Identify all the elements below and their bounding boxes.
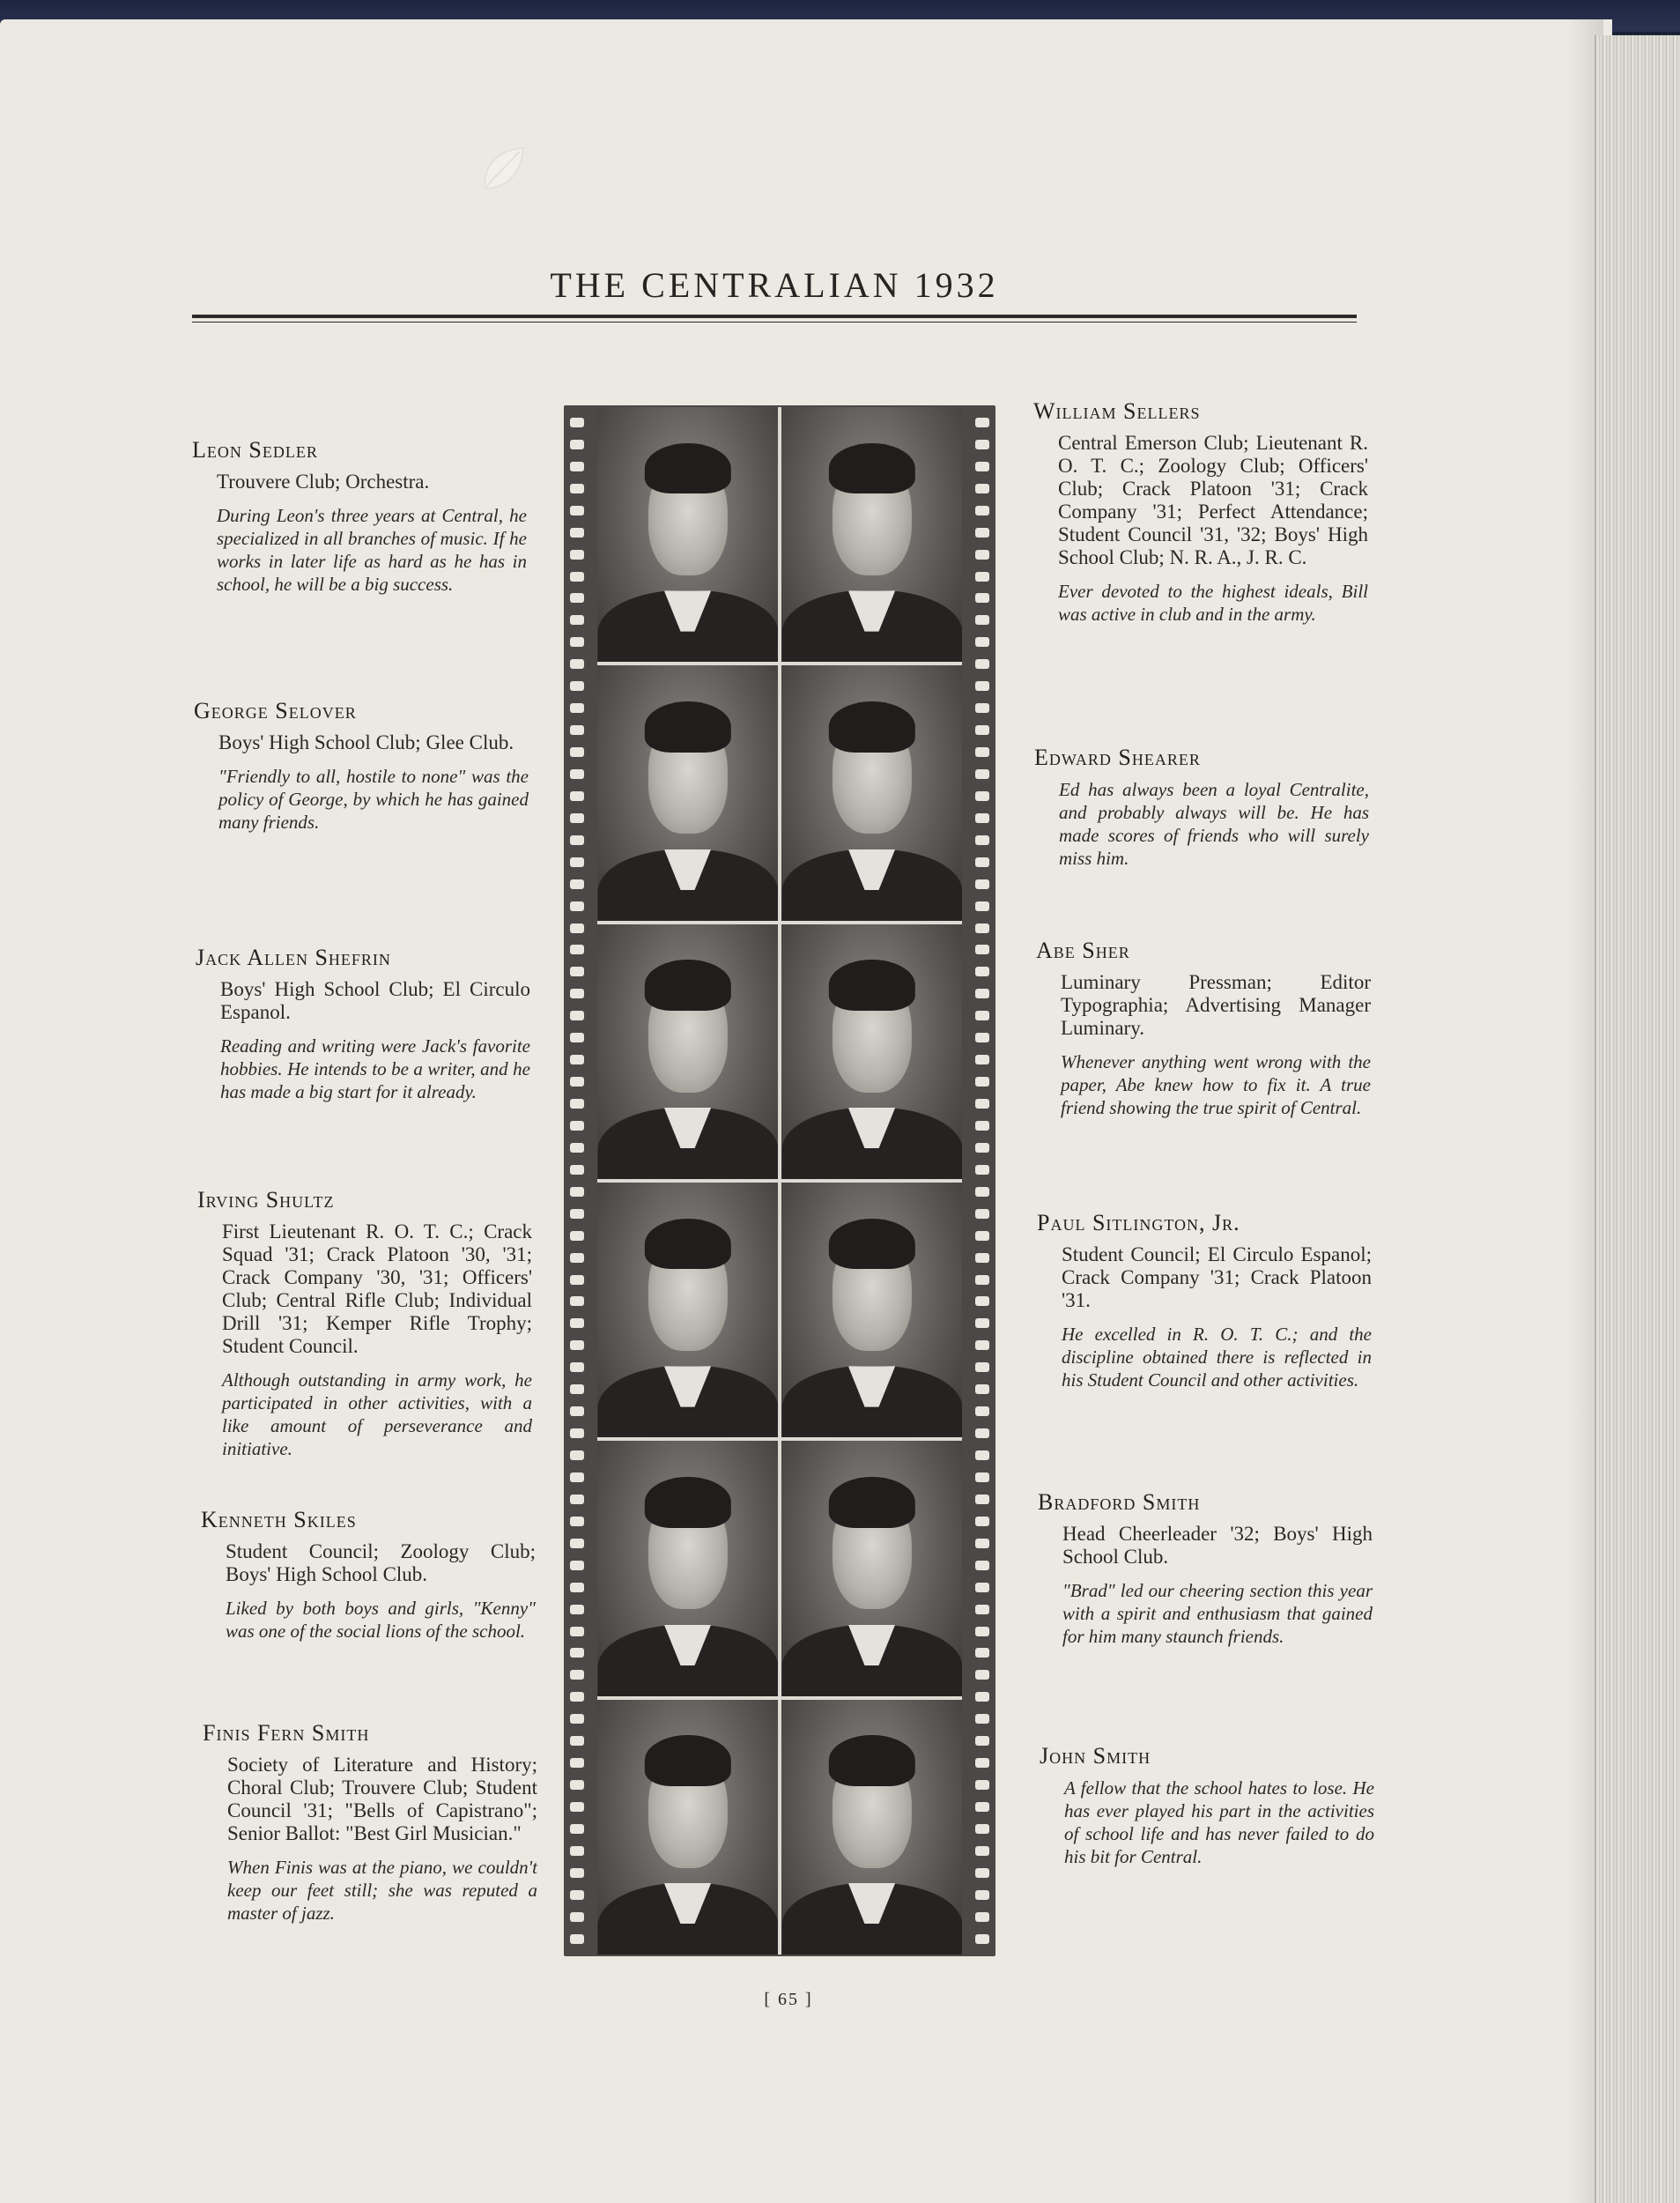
film-perforations-right [969, 405, 995, 1956]
senior-comment: Ed has always been a loyal Centralite, and probably always will be. He has made scores of friends who will surely miss him. [1059, 779, 1369, 869]
senior-comment: Although outstanding in army work, he participated in other activities, with a like amount of perseverance and initiative. [222, 1369, 532, 1459]
senior-comment: Ever devoted to the highest ideals, Bill was active in club and in the army. [1058, 581, 1368, 625]
senior-activities: Luminary Pressman; Editor Typographia; Advertising Manager Luminary. [1061, 971, 1371, 1039]
senior-entry-george-selover [194, 698, 529, 834]
senior-comment: Liked by both boys and girls, "Kenny" was one of the social lions of the school. [226, 1598, 536, 1642]
portrait-photo-irving-shultz [597, 1183, 778, 1437]
senior-entry-john-smith [1040, 1743, 1374, 1868]
senior-activities: Society of Literature and History; Choral Club; Trouvere Club; Student Council '31; "Bells of Capistrano"; Senior Ballot: "Best Girl Musician." [227, 1754, 537, 1844]
senior-comment: Reading and writing were Jack's favorite hobbies. He intends to be a writer, and he has made a big start for it already. [220, 1035, 530, 1102]
header-rule-thin [192, 322, 1357, 323]
senior-comment: He excelled in R. O. T. C.; and the discipline obtained there is reflected in his Student Council and other activities. [1062, 1324, 1372, 1391]
senior-name: Abe Sher [1036, 938, 1130, 963]
page-number: [ 65 ] [764, 1990, 813, 2009]
senior-entry-abe-sher [1036, 938, 1371, 1119]
portrait-photo-george-selover [597, 665, 778, 920]
senior-activities: Student Council; El Circulo Espanol; Crack Company '31; Crack Platoon '31. [1062, 1243, 1372, 1311]
senior-comment: "Friendly to all, hostile to none" was the policy of George, by which he has gained many friends. [218, 766, 529, 833]
senior-activities: Central Emerson Club; Lieutenant R. O. T. C.; Zoology Club; Officers' Club; Crack Platoon '31; Crack Company '31; Perfect Attendance; Student Council '31, '32; Boys' High School Club; N. R. A., J. R. C. [1058, 432, 1368, 568]
senior-activities: Head Cheerleader '32; Boys' High School Club. [1062, 1523, 1373, 1568]
portrait-photo-leon-sedler [597, 407, 778, 662]
senior-name: Edward Shearer [1034, 745, 1201, 770]
portrait-photo-edward-shearer [781, 665, 962, 920]
senior-name: Irving Shultz [197, 1187, 335, 1213]
leaf-watermark-icon [476, 143, 529, 196]
portrait-film-strip [564, 405, 995, 1956]
senior-entry-leon-sedler [192, 437, 527, 596]
portrait-photo-finis-fern-smith [597, 1700, 778, 1955]
portrait-grid [597, 407, 962, 1955]
senior-activities: First Lieutenant R. O. T. C.; Crack Squad '31; Crack Platoon '30, '31; Crack Company '30, '31; Officers' Club; Central Rifle Club; Individual Drill '31; Kemper Rifle Trophy; Student Council. [222, 1220, 532, 1357]
senior-entry-irving-shultz [197, 1187, 532, 1460]
senior-name: William Sellers [1033, 398, 1201, 424]
senior-entry-bradford-smith [1038, 1489, 1373, 1648]
senior-activities: Boys' High School Club; Glee Club. [218, 731, 514, 753]
senior-name: Finis Fern Smith [203, 1720, 370, 1746]
senior-activities: Boys' High School Club; El Circulo Espanol. [220, 978, 530, 1023]
senior-entry-paul-sitlington-jr [1037, 1210, 1372, 1391]
senior-entry-edward-shearer [1034, 745, 1369, 870]
senior-entry-william-sellers [1033, 398, 1368, 626]
senior-name: Leon Sedler [192, 437, 318, 463]
senior-comment: A fellow that the school hates to lose. He has ever played his part in the activities of school life and has never failed to do his bit for Central. [1064, 1777, 1374, 1867]
senior-activities: Student Council; Zoology Club; Boys' High School Club. [226, 1540, 536, 1585]
film-perforations-left [564, 405, 590, 1956]
senior-comment: During Leon's three years at Central, he specialized in all branches of music. If he works in later life as hard as he has in school, he will be a big success. [217, 505, 527, 595]
senior-name: Bradford Smith [1038, 1489, 1201, 1515]
portrait-photo-paul-sitlington [781, 1183, 962, 1437]
portrait-photo-jack-allen-shefrin [597, 924, 778, 1179]
portrait-photo-kenneth-skiles [597, 1441, 778, 1695]
senior-name: George Selover [194, 698, 357, 723]
senior-name: Jack Allen Shefrin [196, 945, 391, 970]
senior-entry-jack-allen-shefrin [196, 945, 530, 1103]
header-rule-thick [192, 315, 1357, 318]
senior-activities: Trouvere Club; Orchestra. [217, 471, 430, 493]
senior-entry-finis-fern-smith [203, 1720, 537, 1925]
book-page-edges [1595, 35, 1680, 2203]
portrait-photo-john-smith [781, 1700, 962, 1955]
senior-comment: When Finis was at the piano, we couldn't keep our feet still; she was reputed a master of jazz. [227, 1857, 537, 1924]
senior-comment: Whenever anything went wrong with the paper, Abe knew how to fix it. A true friend showing the true spirit of Central. [1061, 1051, 1371, 1118]
portrait-photo-bradford-smith [781, 1441, 962, 1695]
portrait-photo-abe-sher [781, 924, 962, 1179]
senior-entry-kenneth-skiles [201, 1507, 536, 1643]
senior-comment: "Brad" led our cheering section this year with a spirit and enthusiasm that gained for him many staunch friends. [1062, 1580, 1373, 1647]
senior-name: Paul Sitlington, Jr. [1037, 1210, 1240, 1235]
senior-name: John Smith [1040, 1743, 1151, 1769]
senior-name: Kenneth Skiles [201, 1507, 357, 1532]
running-header: THE CENTRALIAN 1932 [550, 265, 999, 305]
portrait-photo-william-sellers [781, 407, 962, 662]
